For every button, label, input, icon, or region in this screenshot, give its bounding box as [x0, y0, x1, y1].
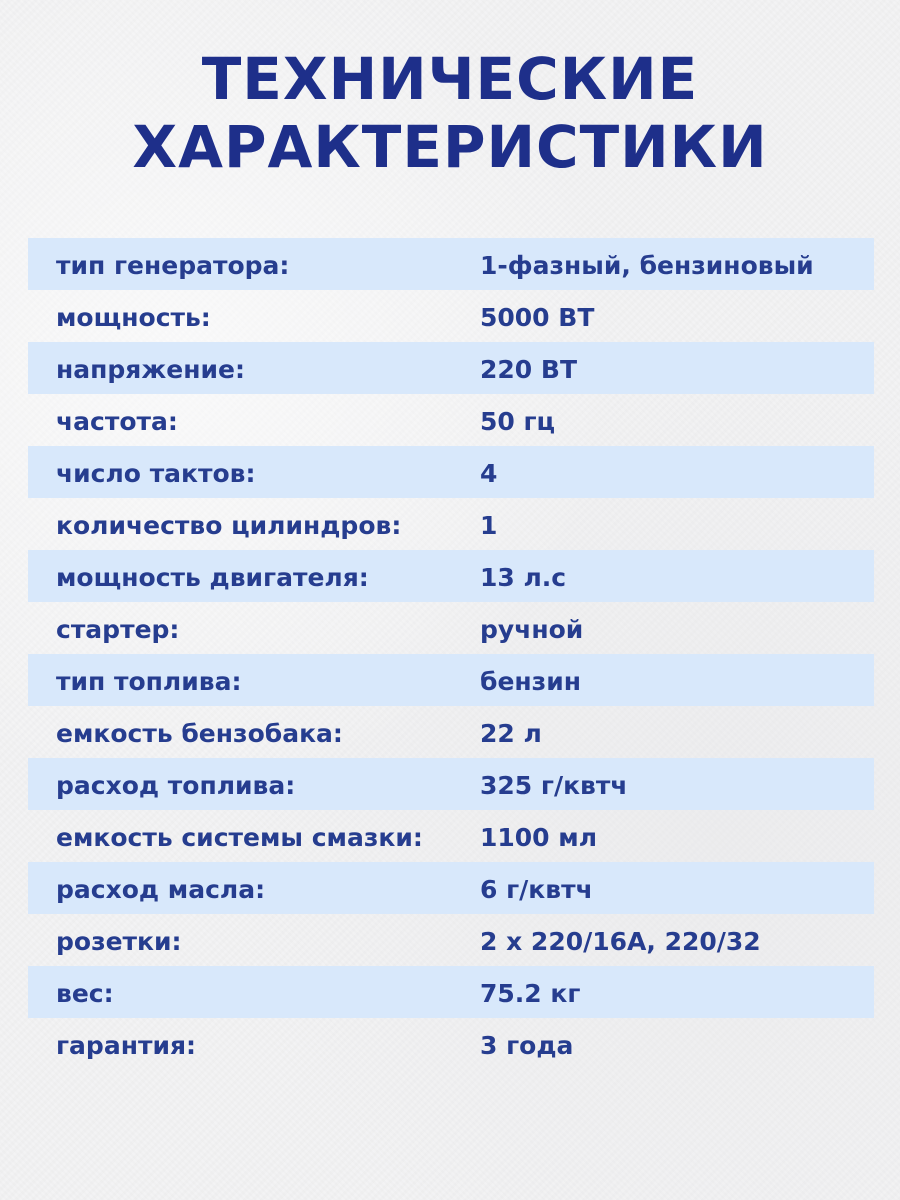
spec-label: емкость бензобака:	[56, 719, 343, 748]
spec-label: мощность двигателя:	[56, 563, 369, 592]
spec-value: 4	[480, 459, 498, 488]
spec-label: стартер:	[56, 615, 180, 644]
spec-value: 50 гц	[480, 407, 556, 436]
spec-value: 6 г/квтч	[480, 875, 593, 904]
spec-value: ручной	[480, 615, 584, 644]
title-line-2: ХАРАКТЕРИСТИКИ	[132, 113, 768, 181]
spec-value: 1-фазный, бензиновый	[480, 251, 814, 280]
spec-value: 1100 мл	[480, 823, 598, 852]
spec-label: тип генератора:	[56, 251, 290, 280]
spec-row-oil-consumption	[28, 862, 874, 914]
spec-label: расход топлива:	[56, 771, 296, 800]
spec-label: напряжение:	[56, 355, 245, 384]
spec-label: частота:	[56, 407, 178, 436]
spec-label: количество цилиндров:	[56, 511, 402, 540]
spec-value: 2 х 220/16А, 220/32	[480, 927, 761, 956]
spec-label: мощность:	[56, 303, 211, 332]
spec-label: расход масла:	[56, 875, 266, 904]
spec-row-sockets	[28, 914, 874, 966]
spec-value: 5000 ВТ	[480, 303, 595, 332]
title-line-1: ТЕХНИЧЕСКИЕ	[201, 45, 699, 113]
spec-row-cylinders	[28, 498, 874, 550]
spec-row-fuel-type	[28, 654, 874, 706]
spec-label: розетки:	[56, 927, 182, 956]
spec-row-voltage	[28, 342, 874, 394]
spec-value: 220 ВТ	[480, 355, 577, 384]
spec-row-weight	[28, 966, 874, 1018]
spec-value: 3 года	[480, 1031, 574, 1060]
spec-value: 325 г/квтч	[480, 771, 628, 800]
spec-label: емкость системы смазки:	[56, 823, 423, 852]
spec-row-strokes	[28, 446, 874, 498]
spec-value: бензин	[480, 667, 582, 696]
spec-row-frequency	[28, 394, 874, 446]
spec-label: гарантия:	[56, 1031, 197, 1060]
spec-row-engine-power	[28, 550, 874, 602]
specs-table	[28, 238, 874, 1070]
spec-row-warranty	[28, 1018, 874, 1070]
spec-label: вес:	[56, 979, 114, 1008]
spec-value: 75.2 кг	[480, 979, 581, 1008]
spec-row-tank-capacity	[28, 706, 874, 758]
spec-value: 22 л	[480, 719, 542, 748]
spec-label: тип топлива:	[56, 667, 242, 696]
spec-row-power	[28, 290, 874, 342]
spec-value: 13 л.с	[480, 563, 567, 592]
spec-value: 1	[480, 511, 498, 540]
spec-row-fuel-consumption	[28, 758, 874, 810]
spec-row-starter	[28, 602, 874, 654]
page-title	[0, 45, 900, 181]
spec-label: число тактов:	[56, 459, 256, 488]
spec-row-lubrication-capacity	[28, 810, 874, 862]
spec-row-generator-type	[28, 238, 874, 290]
